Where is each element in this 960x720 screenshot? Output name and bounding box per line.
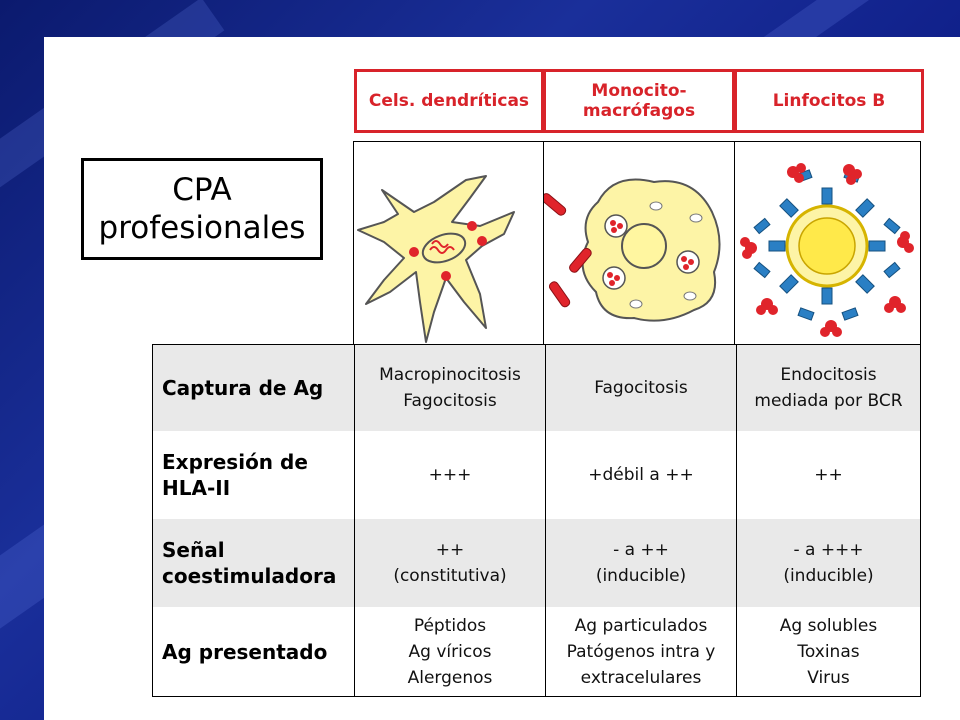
table-cell [736, 431, 920, 519]
cell-line: Fagocitosis [403, 391, 497, 411]
table-cell [354, 431, 545, 519]
cell-line: Ag solubles [779, 615, 878, 636]
cell-line: Endocitosis [780, 365, 877, 385]
row-label-line2: HLA-II [162, 476, 231, 500]
cell-line: extracelulares [580, 667, 702, 688]
header-label: Linfocitos B [772, 91, 886, 111]
table-cell [545, 431, 736, 519]
cell-line: Ag particulados [574, 615, 708, 636]
slide-content [44, 37, 960, 720]
table-cell [545, 345, 736, 431]
table-cell [354, 345, 545, 431]
row-label [153, 519, 354, 607]
header-label: Cels. dendríticas [368, 91, 530, 111]
cell-line: +débil a ++ [588, 465, 694, 485]
cell-line: Fagocitosis [594, 378, 688, 398]
row-label-line1: Ag presentado [162, 639, 328, 664]
table-cell [354, 519, 545, 607]
table-row-captura [153, 345, 920, 431]
cpa-title-box [81, 158, 323, 260]
macrophage-panel [543, 141, 735, 345]
header-dendritic-cells [354, 69, 544, 133]
cell-line: Péptidos [413, 615, 487, 636]
row-label [153, 345, 354, 431]
table-cell [736, 345, 920, 431]
header-monocyte-macrophages [543, 69, 735, 133]
cpa-title-line2: profesionales [98, 210, 306, 246]
cell-line: ++ [814, 465, 843, 485]
dendritic-cell-icon [354, 142, 545, 346]
row-label [153, 607, 354, 696]
table-row-hla [153, 431, 920, 519]
cell-line: +++ [428, 465, 472, 485]
macrophage-cell-icon [544, 142, 736, 346]
header-label: Monocito- [591, 81, 687, 101]
table-cell [354, 607, 545, 696]
row-label [153, 431, 354, 519]
b-lymphocyte-icon [735, 142, 922, 346]
header-b-lymphocytes [734, 69, 924, 133]
cell-line: - a ++ [613, 540, 669, 560]
row-label-line1: Captura de Ag [162, 376, 324, 400]
cell-line: Toxinas [797, 641, 860, 662]
row-label-line1: Señal [162, 538, 225, 562]
cell-line: (inducible) [595, 566, 687, 586]
table-row-ag-presentado [153, 607, 920, 696]
table-cell [545, 519, 736, 607]
table-cell [545, 607, 736, 696]
row-label-line2: coestimuladora [162, 564, 337, 588]
cell-line: Virus [807, 667, 850, 688]
table-cell [736, 519, 920, 607]
row-label-line1: Expresión de [162, 450, 308, 474]
cell-line: ++ [435, 540, 465, 560]
b-lymphocyte-panel [734, 141, 921, 345]
cpa-comparison-table [152, 344, 921, 697]
cell-line: Macropinocitosis [379, 365, 521, 385]
cpa-title-line1: CPA [172, 172, 232, 208]
table-cell [736, 607, 920, 696]
cell-line: Patógenos intra y [566, 641, 716, 662]
cell-line: Alergenos [407, 667, 493, 688]
cell-line: mediada por BCR [754, 391, 903, 411]
table-row-senal [153, 519, 920, 607]
cell-line: (inducible) [783, 566, 874, 586]
dendritic-cell-panel [353, 141, 544, 345]
cell-line: - a +++ [793, 540, 864, 560]
header-label-2: macrófagos [582, 101, 696, 121]
cell-line: (constitutiva) [393, 566, 507, 586]
cell-line: Ag víricos [408, 641, 492, 662]
